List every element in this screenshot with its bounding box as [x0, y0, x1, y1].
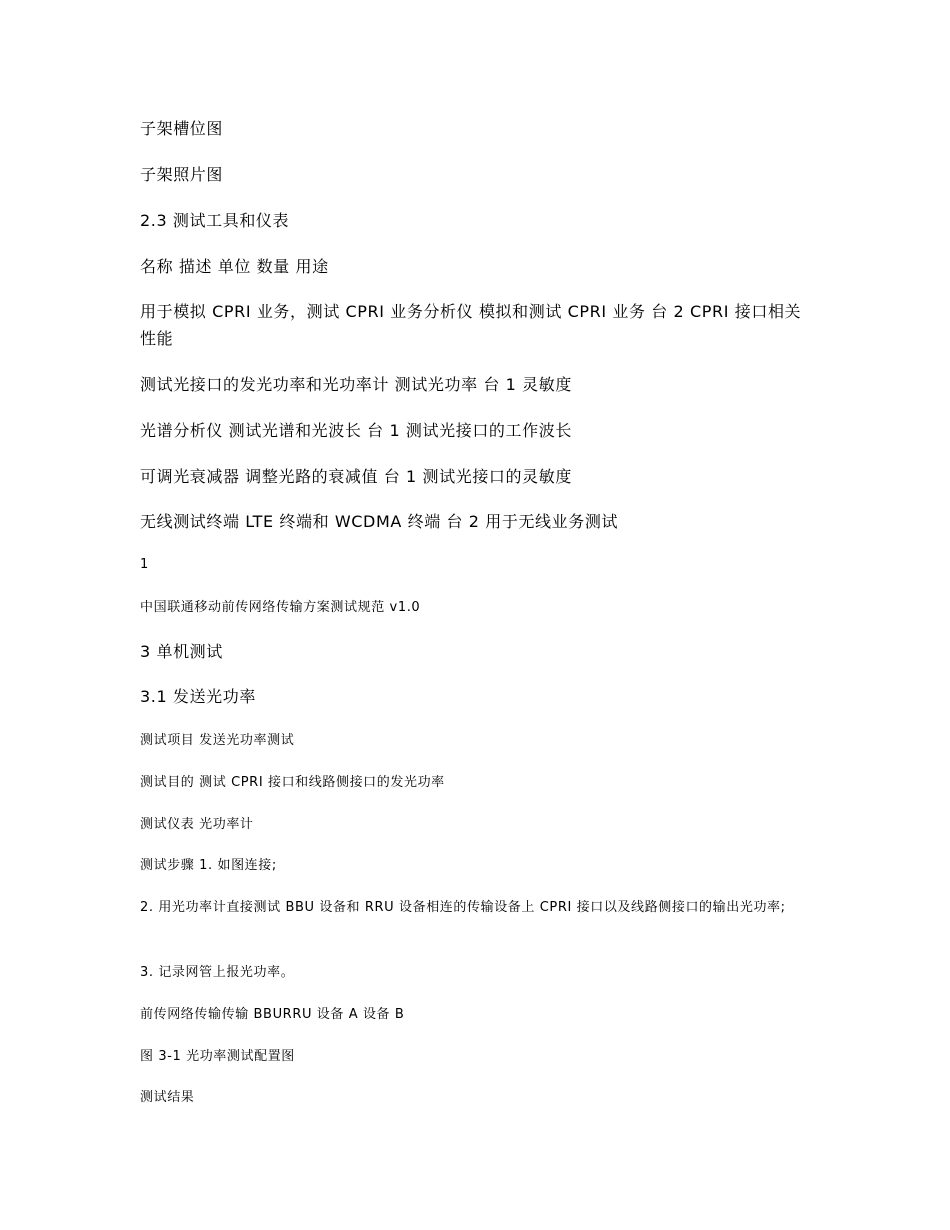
tool-row-cpri-analyzer: 用于模拟 CPRI 业务，测试 CPRI 业务分析仪 模拟和测试 CPRI 业务 台 2 CPRI 接口相关性能: [140, 302, 802, 348]
tool-row-wireless-terminal: 无线测试终端 LTE 终端和 WCDMA 终端 台 2 用于无线业务测试: [140, 512, 619, 531]
text-rack-photo: 子架照片图: [140, 165, 224, 184]
subsection-title: 3.1 发送光功率: [140, 687, 256, 706]
figure-caption: 图 3-1 光功率测试配置图: [140, 1049, 295, 1064]
table-header-line: 名称 描述 单位 数量 用途: [140, 257, 329, 276]
running-header: 中国联通移动前传网络传输方案测试规范 v1.0: [140, 600, 421, 615]
test-step-3: 3. 记录网管上报光功率。: [140, 965, 295, 980]
test-step-1: 测试步骤 1. 如图连接;: [140, 858, 277, 873]
text-rack-slot-diagram: 子架槽位图: [140, 119, 224, 138]
page-number: 1: [140, 557, 149, 572]
test-result-label: 测试结果: [140, 1090, 195, 1105]
section-title: 3 单机测试: [140, 642, 223, 661]
test-item: 测试项目 发送光功率测试: [140, 733, 295, 748]
test-step-2: 2. 用光功率计直接测试 BBU 设备和 RRU 设备相连的传输设备上 CPRI 接口以及线路侧接口的输出光功率;: [140, 900, 786, 915]
test-instrument: 测试仪表 光功率计: [140, 817, 254, 832]
tool-row-attenuator: 可调光衰减器 调整光路的衰减值 台 1 测试光接口的灵敏度: [140, 467, 572, 486]
tool-row-power-meter: 测试光接口的发光功率和光功率计 测试光功率 台 1 灵敏度: [140, 375, 572, 394]
tool-row-spectrum-analyzer: 光谱分析仪 测试光谱和光波长 台 1 测试光接口的工作波长: [140, 421, 572, 440]
test-purpose: 测试目的 测试 CPRI 接口和线路侧接口的发光功率: [140, 775, 445, 790]
section-heading-tools: 2.3 测试工具和仪表: [140, 211, 290, 230]
diagram-labels: 前传网络传输传输 BBURRU 设备 A 设备 B: [140, 1007, 405, 1022]
